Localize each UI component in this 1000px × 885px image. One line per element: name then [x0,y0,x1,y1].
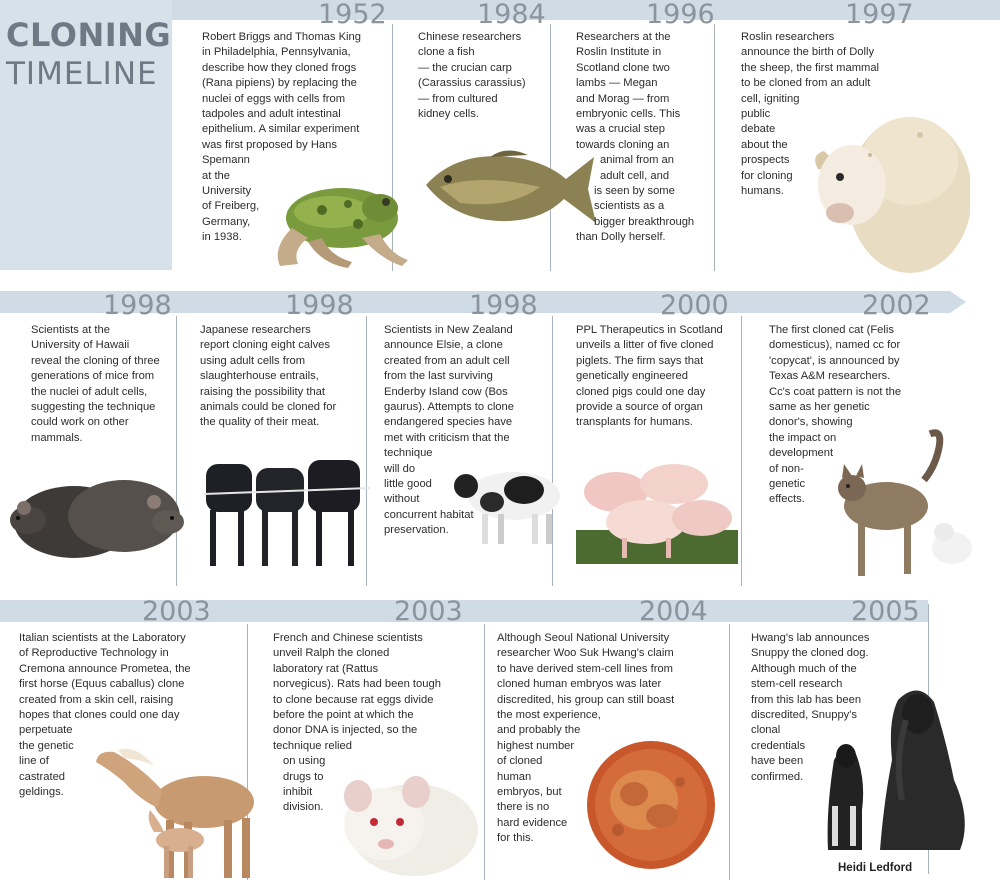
text-line: humans. [741,185,784,198]
text-line: piglets. The firm says that [576,354,704,367]
text-line: describe how they cloned frogs [202,61,357,74]
text-line: report cloning eight calves [200,339,330,352]
text-line: Hwang's lab announces [751,632,870,644]
embryo-image [584,738,718,872]
divider [714,24,715,271]
text-line: — from cultured [418,92,498,105]
text-line: unveil Ralph the cloned [273,647,390,660]
text-line: lambs — Megan [576,77,658,90]
text-line: domesticus), named cc for [769,339,901,352]
text-line: the nuclei of adult cells, [31,385,148,398]
text-line: effects. [769,493,805,506]
text-line: before the point at which the [273,709,414,722]
text-line: the genetic [19,739,74,752]
text-line: created from a skin cell, raising [19,693,174,706]
text-line: the sheep, the first mammal [741,61,880,74]
text-line: bigger breakthrough [594,215,695,228]
text-line: nuclei of eggs with cells from [202,92,346,105]
text-line: human [497,770,532,783]
text-line: geldings. [19,786,64,799]
text-line: have been [751,755,804,768]
year-label: 2003 [394,596,463,627]
text-line: the quality of their meat. [200,416,320,429]
text-line: Although Seoul National University [497,632,670,644]
year-label: 1998 [103,290,172,321]
text-line: from the last surviving [384,370,493,383]
calves-image [200,448,375,574]
text-line: laboratory rat (Rattus [273,662,379,675]
text-line: cloned human embryos was later [497,678,662,691]
text-line: for this. [497,832,534,845]
entry-text-1996 [576,30,694,246]
text-line: Italian scientists at the Laboratory [19,632,186,644]
text-line: The first cloned cat (Felis [769,324,894,336]
text-line: of cloned [497,755,543,768]
text-line: same as her genetic [769,401,870,414]
timeline-band-row3 [0,600,928,622]
text-line: from this lab has been [751,693,862,706]
text-line: than Dolly herself. [576,231,666,244]
frog-image [262,168,417,273]
text-line: of non- [769,462,804,475]
text-line: transplants for humans. [576,416,693,429]
text-line: was first proposed by Hans [202,138,337,151]
text-line: announce the birth of Dolly [741,46,875,59]
credit-author: Heidi Ledford [838,862,913,874]
text-line: University [202,185,252,198]
text-line: animal from an [600,154,674,167]
text-line: towards cloning an [576,138,670,151]
text-line: Robert Briggs and Thomas King [202,31,361,43]
carp-fish-image [420,143,598,235]
divider [484,624,485,880]
text-line: genetically engineered [576,370,688,383]
text-line: discredited, Snuppy's [751,709,857,722]
text-line: epithelium. A similar experiment [202,123,360,136]
text-line: reveal the cloning of three [31,354,160,367]
text-line: will do [384,462,416,475]
text-line: (Rana pipiens) by replacing the [202,77,357,90]
text-line: public [741,108,771,121]
text-line: Scientists at the [31,324,110,336]
text-line: drugs to [283,770,324,783]
text-line: line of [19,755,49,768]
text-line: the most experience, [497,709,601,722]
text-line: tadpoles and adult intestinal [202,108,341,121]
text-line: suggesting the technique [31,401,156,414]
text-line: researcher Woo Suk Hwang's claim [497,647,674,660]
title-line-1: CLONING [6,16,172,54]
year-label: 1952 [318,0,387,30]
cats-image [834,428,974,580]
text-line: announce Elsie, a clone [384,339,503,352]
text-line: created from an adult cell [384,354,510,367]
text-line: clone a fish [418,46,475,59]
text-line: Spemann [202,154,250,167]
divider [741,316,742,586]
text-line: without [384,493,420,506]
text-line: (Carassius carassius) [418,77,526,90]
text-line: of Reproductive Technology in [19,647,169,660]
text-line: met with criticism that the [384,431,510,444]
text-line: embryonic cells. This [576,108,681,121]
text-line: credentials [751,739,806,752]
dolly-sheep-image [800,95,970,273]
text-line: prospects [741,154,790,167]
text-line: genetic [769,478,806,491]
text-line: 'copycat', is announced by [769,354,900,367]
text-line: discredited, his group can still boast [497,693,675,706]
text-line: and probably the [497,724,581,737]
text-line: confirmed. [751,770,804,783]
text-line: the impact on [769,431,837,444]
text-line: stem-cell research [751,678,843,691]
text-line: Scientists in New Zealand [384,324,513,336]
text-line: technique [384,447,433,460]
mice-image [4,450,186,568]
text-line: embryos, but [497,786,562,799]
text-line: Cc's coat pattern is not the [769,385,902,398]
text-line: Texas A&M researchers. [769,370,891,383]
text-line: in 1938. [202,231,242,244]
text-line: about the [741,138,788,151]
year-label: 2005 [851,596,920,627]
text-line: Enderby Island cow (Bos [384,385,508,398]
year-label: 1998 [285,290,354,321]
text-line: generations of mice from [31,370,155,383]
entry-text-1984 [418,30,526,122]
entry-text-1998-mice [31,323,160,446]
text-line: perpetuate [19,724,73,737]
text-line: first horse (Equus caballus) clone [19,678,185,691]
timeline-arrow-row2 [950,291,966,313]
text-line: hopes that clones could one day [19,709,180,722]
text-line: unveils a litter of five cloned [576,339,714,352]
text-line: Roslin Institute in [576,46,662,59]
title-line-2: TIMELINE [6,56,158,92]
text-line: and Morag — from [576,92,670,105]
text-line: inhibit [283,786,313,799]
text-line: preservation. [384,524,449,537]
year-label: 1996 [646,0,715,30]
text-line: using adult cells from [200,354,306,367]
divider [729,624,730,880]
text-line: for cloning [741,169,793,182]
text-line: castrated [19,770,66,783]
text-line: PPL Therapeutics in Scotland [576,324,723,336]
text-line: donor DNA is injected, so the [273,724,418,737]
year-label: 2004 [639,596,708,627]
text-line: donor's, showing [769,416,853,429]
text-line: — the crucian carp [418,61,512,74]
text-line: to be cloned from an adult [741,77,871,90]
text-line: adult cell, and [600,169,670,182]
text-line: Chinese researchers [418,31,522,43]
text-line: French and Chinese scientists [273,632,423,644]
text-line: could work on other [31,416,129,429]
text-line: Germany, [202,215,251,228]
text-line: kidney cells. [418,108,479,121]
text-line: highest number [497,739,575,752]
text-line: University of Hawaii [31,339,130,352]
year-label: 2002 [862,290,931,321]
rat-image [330,752,480,878]
entry-text-2000 [576,323,723,431]
text-line: Cremona announce Prometea, the [19,662,191,675]
text-line: in Philadelphia, Pennsylvania, [202,46,351,59]
year-label: 1984 [477,0,546,30]
text-line: Japanese researchers [200,324,311,336]
year-label: 2003 [142,596,211,627]
text-line: Snuppy the cloned dog. [751,647,869,660]
text-line: technique relied [273,739,352,752]
text-line: cloned pigs could one day [576,385,706,398]
text-line: endangered species have [384,416,513,429]
text-line: to have derived stem-cell lines from [497,662,673,675]
text-line: concurrent habitat [384,508,474,521]
text-line: to clone because rat eggs divide [273,693,434,706]
text-line: there is no [497,801,550,814]
text-line: debate [741,123,776,136]
text-line: gaurus). Attempts to clone [384,401,514,414]
text-line: hard evidence [497,816,568,829]
year-label: 1998 [469,290,538,321]
text-line: Although much of the [751,662,857,675]
title-block [0,0,172,270]
text-line: scientists as a [594,200,665,213]
afghan-hound-dogs-image [822,680,982,856]
text-line: animals could be cloned for [200,401,337,414]
text-line: on using [283,755,326,768]
text-line: clonal [751,724,781,737]
text-line: slaughterhouse entrails, [200,370,319,383]
text-line: mammals. [31,431,83,444]
text-line: of Freiberg, [202,200,260,213]
text-line: division. [283,801,324,814]
text-line: development [769,447,834,460]
horse-image [84,736,270,880]
text-line: provide a source of organ [576,401,703,414]
text-line: Roslin researchers [741,31,835,43]
cow-image [452,462,570,546]
text-line: is seen by some [594,185,675,198]
entry-text-1998-calves [200,323,336,431]
text-line: Researchers at the [576,31,671,43]
text-line: raising the possibility that [200,385,325,398]
text-line: norvegicus). Rats had been tough [273,678,441,691]
piglets-image [576,452,738,564]
text-line: little good [384,478,432,491]
text-line: cell, igniting [741,92,800,105]
text-line: was a crucial step [576,123,665,136]
text-line: Scotland clone two [576,61,670,74]
year-label: 2000 [660,290,729,321]
text-line: at the [202,169,230,182]
year-label: 1997 [845,0,914,30]
